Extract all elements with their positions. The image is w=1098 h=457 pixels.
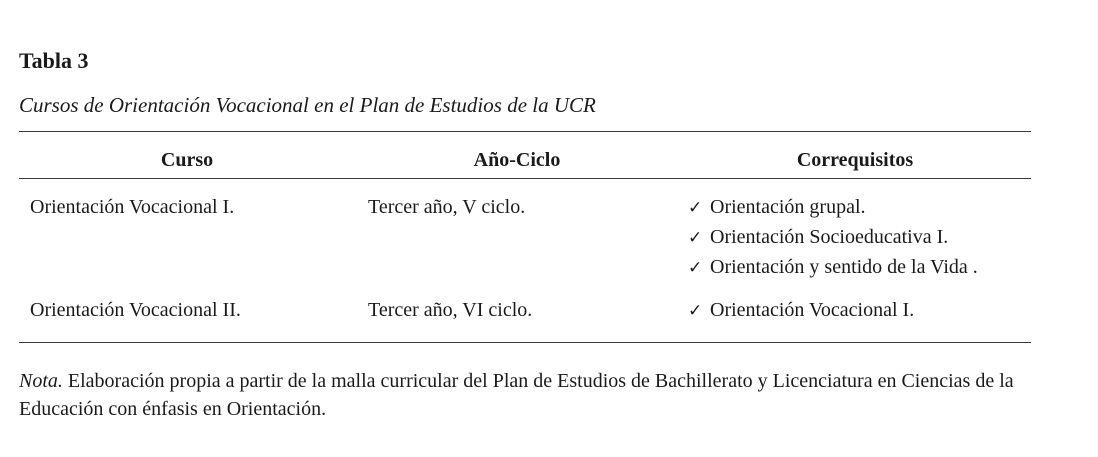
table-cell-ano-ciclo: Tercer año, V ciclo. [368, 196, 526, 218]
table-cell-curso: Orientación Vocacional II. [30, 299, 241, 321]
correquisitos-list [688, 296, 914, 326]
table-cell-ano-ciclo: Tercer año, VI ciclo. [368, 299, 533, 321]
table-cell-curso: Orientación Vocacional I. [30, 196, 235, 218]
table-cell-correquisitos [688, 296, 914, 326]
note-lead: Nota. [19, 370, 63, 392]
column-header-correquisitos: Correquisitos [796, 149, 914, 171]
correquisito-label: Orientación Socioeducativa I. [710, 226, 949, 248]
list-item [688, 296, 914, 326]
table-note [19, 367, 1039, 423]
table-caption: Cursos de Orientación Vocacional en el Plan de Estudios de la UCR [19, 93, 596, 117]
table-cell-correquisitos [688, 193, 978, 283]
table-bottom-rule [19, 342, 1031, 343]
check-icon: ✓ [688, 301, 703, 321]
column-header-ano-ciclo: Año-Ciclo [473, 149, 561, 171]
table-label: Tabla 3 [19, 48, 89, 73]
check-icon: ✓ [688, 198, 703, 218]
table-top-rule [19, 131, 1031, 132]
correquisito-label: Orientación y sentido de la Vida . [710, 256, 978, 278]
correquisito-label: Orientación grupal. [710, 196, 866, 218]
correquisitos-list [688, 193, 978, 283]
list-item [688, 193, 978, 223]
check-icon: ✓ [688, 258, 703, 278]
table-header-rule [19, 178, 1031, 179]
list-item [688, 223, 978, 253]
note-text: Elaboración propia a partir de la malla curricular del Plan de Estudios de Bachillerato y Licenciatura en Ciencias de la Educación con énfasis en Orientación. [19, 370, 1014, 420]
list-item [688, 253, 978, 283]
check-icon: ✓ [688, 228, 703, 248]
column-header-curso: Curso [160, 149, 214, 171]
correquisito-label: Orientación Vocacional I. [710, 299, 915, 321]
